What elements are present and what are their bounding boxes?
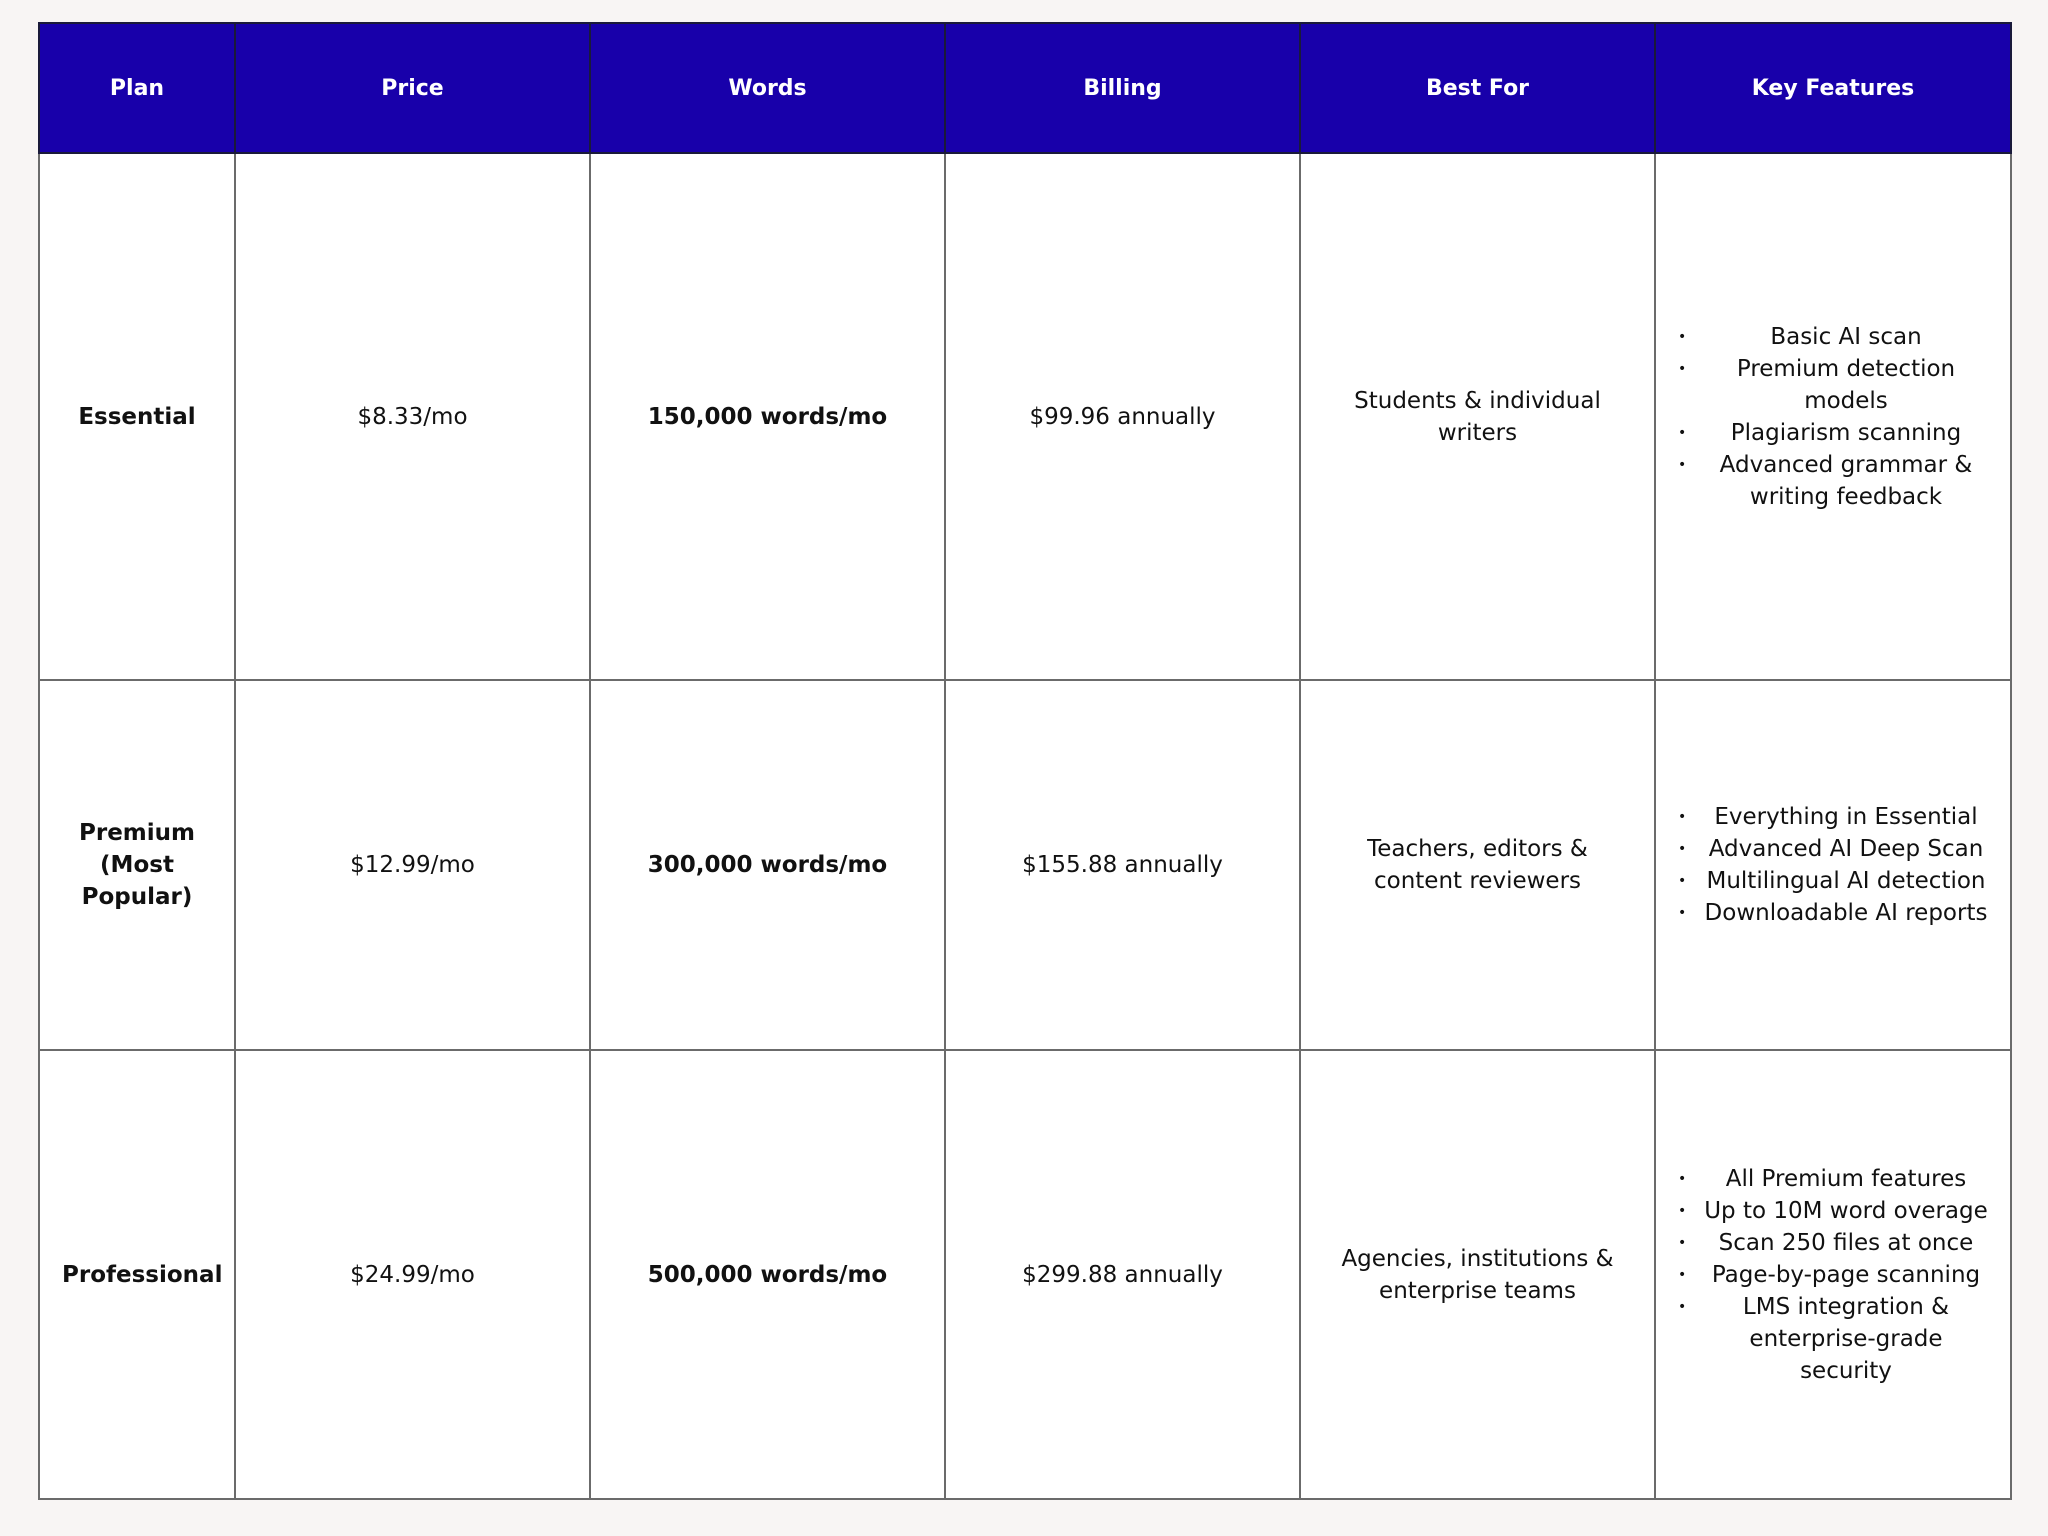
feature-item: • LMS integration & enterprise-grade security — [1678, 1291, 1988, 1387]
feature-item: • Up to 10M word overage — [1678, 1195, 1988, 1227]
table-row-essential — [39, 153, 2011, 680]
plan-best-for: Teachers, editors & content reviewers — [1300, 680, 1655, 1050]
feature-list — [1678, 801, 1988, 929]
feature-item: • Downloadable AI reports — [1678, 897, 1988, 929]
plan-name: Premium (Most Popular) — [39, 680, 235, 1050]
feature-list — [1678, 1163, 1988, 1387]
pricing-comparison-table — [38, 22, 2012, 1500]
feature-item: • Everything in Essential — [1678, 801, 1988, 833]
plan-key-features — [1655, 153, 2011, 680]
table-body — [39, 153, 2011, 1499]
header-billing: Billing — [945, 23, 1300, 153]
header-plan: Plan — [39, 23, 235, 153]
feature-item: • All Premium features — [1678, 1163, 1988, 1195]
table-row-professional — [39, 1050, 2011, 1499]
plan-words: 300,000 words/mo — [590, 680, 945, 1050]
plan-billing: $299.88 annually — [945, 1050, 1300, 1499]
plan-best-for: Agencies, institutions & enterprise teams — [1300, 1050, 1655, 1499]
feature-item: • Plagiarism scanning — [1678, 417, 1988, 449]
feature-item: • Premium detection models — [1678, 353, 1988, 417]
header-price: Price — [235, 23, 590, 153]
header-words: Words — [590, 23, 945, 153]
feature-item: • Advanced AI Deep Scan — [1678, 833, 1988, 865]
plan-key-features — [1655, 680, 2011, 1050]
plan-best-for: Students & individual writers — [1300, 153, 1655, 680]
plan-words: 500,000 words/mo — [590, 1050, 945, 1499]
plan-billing: $155.88 annually — [945, 680, 1300, 1050]
feature-item: • Page-by-page scanning — [1678, 1259, 1988, 1291]
plan-words: 150,000 words/mo — [590, 153, 945, 680]
feature-item: • Multilingual AI detection — [1678, 865, 1988, 897]
plan-key-features — [1655, 1050, 2011, 1499]
feature-item: • Advanced grammar & writing feedback — [1678, 449, 1988, 513]
plan-name: Essential — [39, 153, 235, 680]
header-row — [39, 23, 2011, 153]
plan-name: Professional — [39, 1050, 235, 1499]
plan-price: $24.99/mo — [235, 1050, 590, 1499]
feature-item: • Basic AI scan — [1678, 321, 1988, 353]
feature-item: • Scan 250 files at once — [1678, 1227, 1988, 1259]
header-best-for: Best For — [1300, 23, 1655, 153]
table-header — [39, 23, 2011, 153]
header-key-features: Key Features — [1655, 23, 2011, 153]
plan-billing: $99.96 annually — [945, 153, 1300, 680]
table-row-premium — [39, 680, 2011, 1050]
plan-price: $8.33/mo — [235, 153, 590, 680]
plan-price: $12.99/mo — [235, 680, 590, 1050]
feature-list — [1678, 321, 1988, 513]
